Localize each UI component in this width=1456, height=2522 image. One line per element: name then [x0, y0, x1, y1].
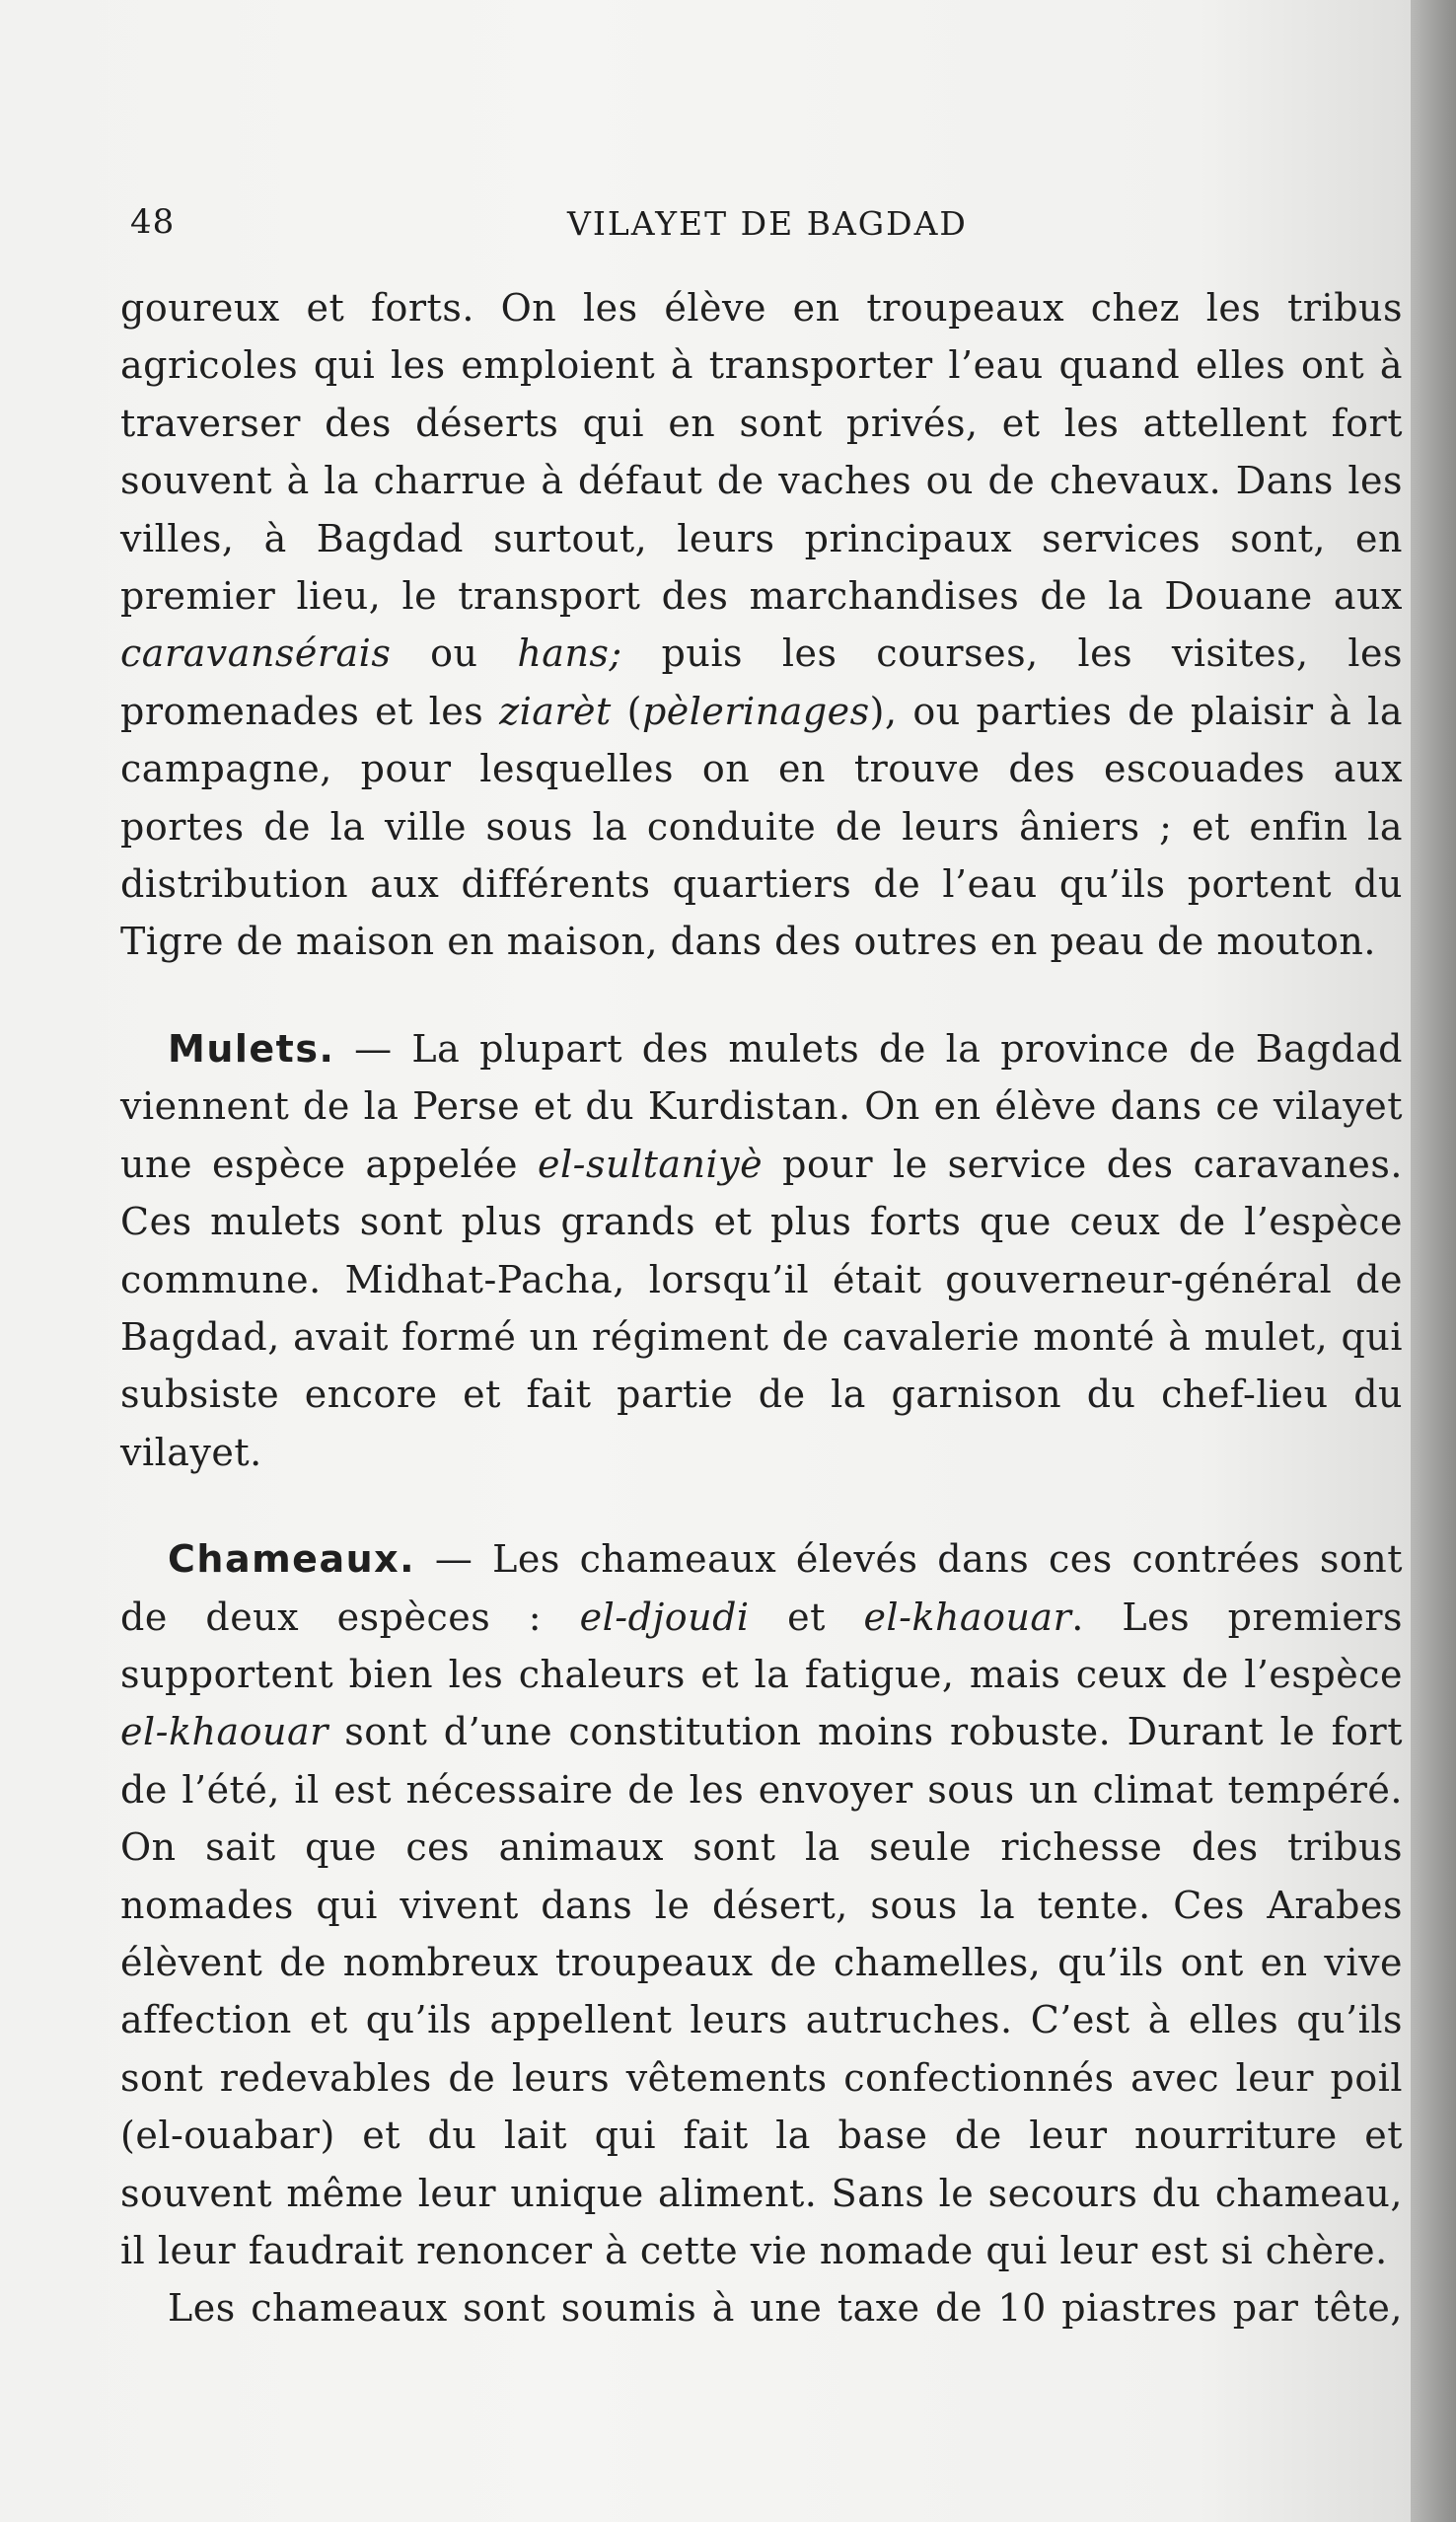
page-number: 48	[130, 202, 176, 242]
italic-term: el-djoudi	[579, 1595, 750, 1639]
italic-term: pèlerinages	[641, 689, 870, 733]
section-heading-mulets: Mulets.	[168, 1026, 335, 1071]
page-header	[0, 202, 1411, 261]
text-run: ), ou parties de plaisir à la campagne, pour lesquelles on en trouve des escouades aux portes de la ville sous la conduite de leurs âniers ; et enfin la distribution aux différents quartiers de l’eau qu’ils portent du Tigre de maison en maison, dans des outres en peau de mouton.	[120, 689, 1403, 964]
italic-term: el-sultaniyè	[538, 1142, 764, 1186]
italic-term: caravansérais	[120, 631, 392, 676]
text-run: . Les premiers supportent bien les chaleurs et la fatigue, mais ceux de l’espèce	[120, 1595, 1403, 1696]
running-title: VILAYET DE BAGDAD	[567, 204, 968, 243]
paragraph-chameaux	[120, 1530, 1403, 2279]
text-run: sont d’une constitution moins robuste. Durant le fort de l’été, il est nécessaire de les envoyer sous un climat tempéré. On sait que ces animaux sont la seule richesse des tribus nomades qui vivent dans le désert, sous la tente. Ces Arabes élèvent de nombreux troupeaux de chamelles, qu’ils ont en vive affection et qu’ils appellent leurs autruches. C’est à elles qu’ils sont redevables de leurs vêtements confectionnés avec leur poil (el-ouabar) et du lait qui fait la base de leur nourriture et souvent même leur unique aliment. Sans le secours du chameau, il leur faudrait renoncer à cette vie nomade qui leur est si chère.	[120, 1710, 1403, 2272]
italic-term: el-khaouar	[120, 1710, 328, 1754]
italic-term: hans;	[517, 631, 622, 676]
section-heading-chameaux: Chameaux.	[168, 1537, 416, 1582]
paragraph-mulets	[120, 1020, 1403, 1481]
text-run: ou	[391, 631, 518, 676]
text-run: pour le service des caravanes. Ces mulets sont plus grands et plus forts que ceux de l’espèce commune. Midhat-Pacha, lorsqu’il était gouverneur-général de Bagdad, avait formé un régiment de cavalerie monté à mulet, qui subsiste encore et fait partie de la garnison du chef-lieu du vilayet.	[120, 1142, 1403, 1474]
italic-term: ziarèt	[499, 689, 612, 733]
paragraph-donkeys-continued	[120, 279, 1403, 971]
text-run: (	[611, 689, 642, 733]
text-run: puis les courses, les visites, les promenades et les	[120, 631, 1404, 733]
paragraph-taxe	[120, 2279, 1403, 2337]
page-edge-shadow	[1411, 0, 1456, 2522]
text-run: et	[749, 1595, 864, 1639]
text-run: — Les chameaux élevés dans ces contrées sont de deux espèces :	[120, 1537, 1403, 1639]
text-run: — La plupart des mulets de la province de Bagdad viennent de la Perse et du Kurdistan. On en élève dans ce vilayet une espèce appelée	[120, 1026, 1403, 1186]
text-run: Les chameaux sont soumis à une taxe de 10 piastres par tête,	[168, 2286, 1403, 2331]
italic-term: el-khaouar	[863, 1595, 1072, 1639]
text-run: goureux et forts. On les élève en troupeaux chez les tribus agricoles qui les emploient à transporter l’eau quand elles ont à traverser des déserts qui en sont privés, et les attellent fort souvent à la charrue à défaut de vaches ou de chevaux. Dans les villes, à Bagdad surtout, leurs principaux services sont, en premier lieu, le transport des marchandises de la Douane aux	[120, 286, 1403, 619]
body-text	[120, 279, 1403, 2337]
